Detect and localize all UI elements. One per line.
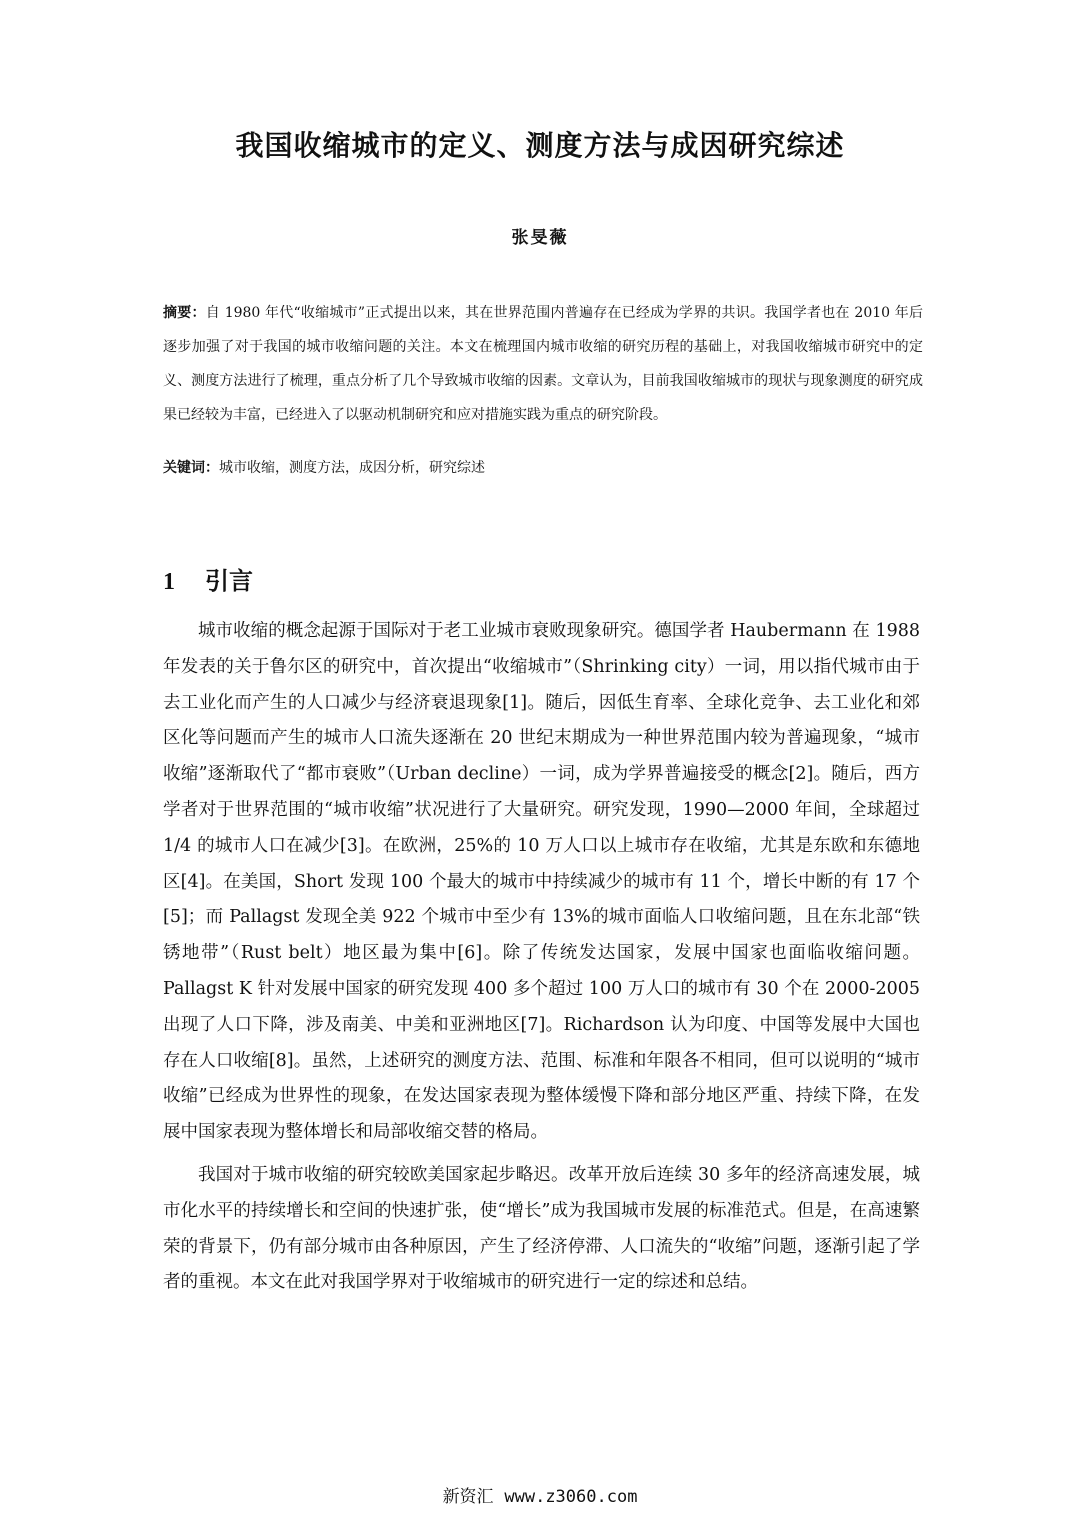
page-footer [0, 1484, 1080, 1510]
body-paragraph: 城市收缩的概念起源于国际对于老工业城市衰败现象研究。德国学者 Haubermann 在 1988 年发表的关于鲁尔区的研究中，首次提出“收缩城市”（Shrinking city）一词，用以指代城市由于去工业化而产生的人口减少与经济衰退现象[1]。随后，因低生育率、全球化竞争、去工业化和郊区化等问题而产生的城市人口流失逐渐在 20 世纪末期成为一种世界范围内较为普遍现象，“城市收缩”逐渐取代了“都市衰败”（Urban decline）一词，成为学界普遍接受的概念[2]。随后，西方学者对于世界范围的“城市收缩”状况进行了大量研究。研究发现，1990—2000 年间，全球超过 1/4 的城市人口在减少[3]。在欧洲，25%的 10 万人口以上城市存在收缩，尤其是东欧和东德地区[4]。在美国，Short 发现 100 个最大的城市中持续减少的城市有 11 个，增长中断的有 17 个[5]；而 Pallagst 发现全美 922 个城市中至少有 13%的城市面临人口收缩问题，且在东北部“铁锈地带”（Rust belt）地区最为集中[6]。除了传统发达国家，发展中国家也面临收缩问题。Pallagst K 针对发展中国家的研究发现 400 多个超过 100 万人口的城市有 30 个在 2000-2005 出现了人口下降，涉及南美、中美和亚洲地区[7]。Richardson 认为印度、中国等发展中大国也存在人口收缩[8]。虽然，上述研究的测度方法、范围、标准和年限各不相同，但可以说明的“城市收缩”已经成为世界性的现象，在发达国家表现为整体缓慢下降和部分地区严重、持续下降，在发展中国家表现为整体增长和局部收缩交替的格局。 [163, 621, 920, 1143]
keywords-label: 关键词： [163, 460, 219, 476]
footer-site-name: 新资汇 [442, 1487, 494, 1507]
body-paragraph: 我国对于城市收缩的研究较欧美国家起步略迟。改革开放后连续 30 多年的经济高速发展，城市化水平的持续增长和空间的快速扩张，使“增长”成为我国城市发展的标准范式。但是，在高速繁荣的背景下，仍有部分城市由各种原因，产生了经济停滞、人口流失的“收缩”问题，逐渐引起了学者的重视。本文在此对我国学界对于收缩城市的研究进行一定的综述和总结。 [163, 1164, 920, 1293]
keywords [163, 453, 923, 483]
abstract [163, 296, 923, 432]
section-body [163, 614, 920, 1308]
paper-title: 我国收缩城市的定义、测度方法与成因研究综述 [235, 129, 845, 162]
section-number: 1 [163, 569, 175, 595]
section-title: 引言 [205, 566, 253, 595]
keywords-text: 城市收缩，测度方法，成因分析，研究综述 [219, 460, 485, 476]
footer-url[interactable]: www.z3060.com [504, 1487, 638, 1507]
abstract-label: 摘要： [163, 305, 206, 321]
paper-author: 张旻薇 [511, 228, 569, 248]
section-heading [163, 564, 253, 599]
abstract-text: 自 1980 年代“收缩城市”正式提出以来，其在世界范围内普遍存在已经成为学界的共识。我国学者也在 2010 年后逐步加强了对于我国的城市收缩问题的关注。本文在梳理国内城市收缩的研究历程的基础上，对我国收缩城市研究中的定义、测度方法进行了梳理，重点分析了几个导致城市收缩的因素。文章认为，目前我国收缩城市的现状与现象测度的研究成果已经较为丰富，已经进入了以驱动机制研究和应对措施实践为重点的研究阶段。 [163, 305, 924, 423]
